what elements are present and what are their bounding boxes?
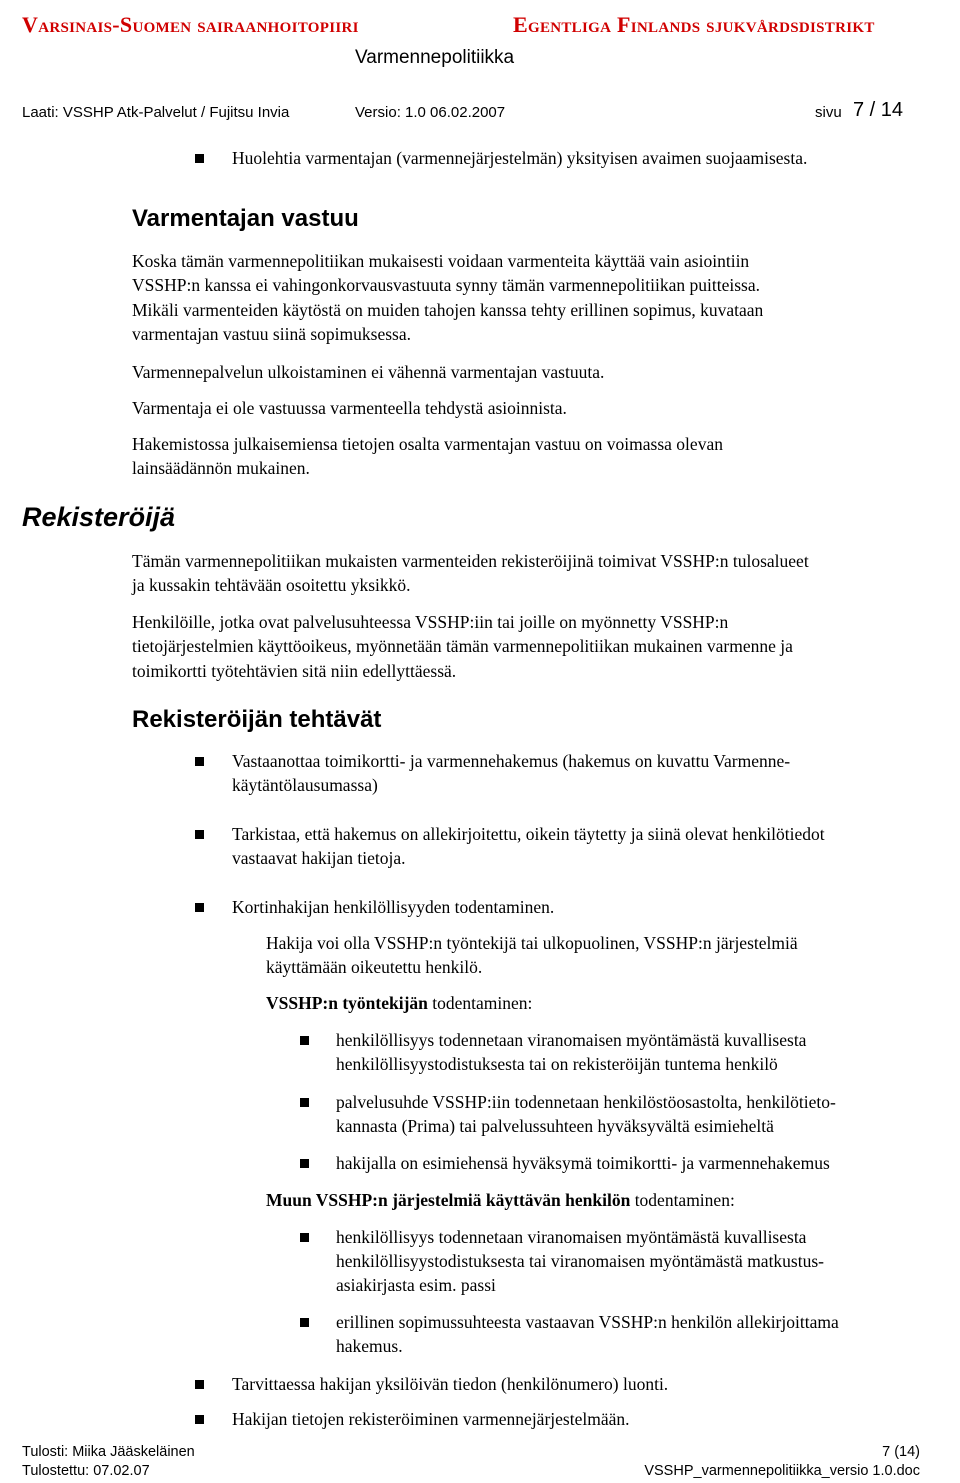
paragraph-line: varmentajan vastuu siinä sopimuksessa. (132, 324, 411, 344)
side-heading-rekisteroija: Rekisteröijä (22, 502, 176, 532)
paragraph-line: Henkilöille, jotka ovat palvelusuhteessa VSSHP:iin tai joille on myönnetty VSSHP:n (132, 612, 729, 632)
paragraph-line: VSSHP:n kanssa ei vahingonkorvausvastuuta synny tämän varmennepolitiikan puitteissa. (132, 275, 760, 295)
paragraph-line: Tämän varmennepolitiikan mukaisten varmenteiden rekisteröijinä toimivat VSSHP:n tulosalueet (132, 551, 809, 571)
bullet-marker (300, 1098, 309, 1107)
header-version: Versio: 1.0 06.02.2007 (355, 104, 506, 121)
list-item: Vastaanottaa toimikortti- ja varmennehakemus (hakemus on kuvattu Varmenne- (232, 751, 791, 771)
list-item: Hakijan tietojen rekisteröiminen varmennejärjestelmään. (232, 1409, 630, 1429)
list-item: Tarvittaessa hakijan yksilöivän tiedon (henkilönumero) luonti. (232, 1374, 669, 1394)
list-item-continuation: asiakirjasta esim. passi (336, 1275, 496, 1295)
subheading-rest: todentaminen: (427, 993, 533, 1013)
header-org-fi: Varsinais-Suomen sairaanhoitopiiri (22, 12, 359, 37)
paragraph-line: Koska tämän varmennepolitiikan mukaisesti voidaan varmenteita käyttää vain asiointiin (132, 251, 750, 271)
top-bullet-text: Huolehtia varmentajan (varmennejärjestelmän) yksityisen avaimen suojaamisesta. (232, 148, 808, 168)
heading-varmentajan-vastuu: Varmentajan vastuu (132, 205, 359, 232)
footer-printed-by: Tulosti: Miika Jääskeläinen (22, 1444, 195, 1460)
subheading-bold: VSSHP:n työntekijän (266, 993, 428, 1013)
bullet-marker (195, 903, 204, 912)
paragraph-line: lainsäädännön mukainen. (132, 458, 310, 478)
subheading-rest: todentaminen: (630, 1190, 735, 1210)
paragraph-line: Varmennepalvelun ulkoistaminen ei vähennä varmentajan vastuuta. (132, 362, 605, 382)
list-item: Tarkistaa, että hakemus on allekirjoitettu, oikein täytetty ja siinä olevat henkilötiedot (232, 824, 825, 844)
list-item: hakijalla on esimiehensä hyväksymä toimikortti- ja varmennehakemus (336, 1153, 830, 1173)
bullet-marker (195, 830, 204, 839)
list-item: henkilöllisyys todennetaan viranomaisen myöntämästä kuvallisesta (336, 1227, 807, 1247)
paragraph-line: Hakija voi olla VSSHP:n työntekijä tai ulkopuolinen, VSSHP:n järjestelmiä (266, 933, 798, 953)
header-org-sv: Egentliga Finlands sjukvårdsdistrikt (513, 12, 875, 37)
bullet-marker (300, 1159, 309, 1168)
list-item: palvelusuhde VSSHP:iin todennetaan henkilöstöosastolta, henkilötieto- (336, 1092, 836, 1112)
bullet-marker (195, 154, 204, 163)
list-item: henkilöllisyys todennetaan viranomaisen myöntämästä kuvallisesta (336, 1030, 807, 1050)
paragraph-line: käyttämään oikeutettu henkilö. (266, 957, 483, 977)
list-item-continuation: käytäntölausumassa) (232, 775, 378, 795)
header-page-number: 7 / 14 (853, 99, 904, 121)
list-item-continuation: henkilöllisyystodistuksesta tai on rekisteröijän tuntema henkilö (336, 1054, 778, 1074)
bullet-marker (300, 1036, 309, 1045)
list-item: Kortinhakijan henkilöllisyyden todentaminen. (232, 897, 555, 917)
header-doc-title: Varmennepolitiikka (355, 47, 515, 68)
subheading-bold: Muun VSSHP:n järjestelmiä käyttävän henkilön (266, 1190, 631, 1210)
subheading-other-verification (266, 1188, 735, 1212)
list-item: erillinen sopimussuhteesta vastaavan VSSHP:n henkilön allekirjoittama (336, 1312, 839, 1332)
bullet-marker (195, 757, 204, 766)
list-item-continuation: vastaavat hakijan tietoja. (232, 848, 406, 868)
bullet-marker (195, 1380, 204, 1389)
bullet-marker (300, 1318, 309, 1327)
list-item-continuation: henkilöllisyystodistuksesta tai viranomaisen myöntämästä matkustus- (336, 1251, 824, 1271)
paragraph-line: Mikäli varmenteiden käytöstä on muiden tahojen kanssa tehty erillinen sopimus, kuvataan (132, 300, 764, 320)
bullet-marker (195, 1415, 204, 1424)
footer-printed-on: Tulostettu: 07.02.07 (22, 1463, 150, 1479)
footer-page: 7 (14) (882, 1444, 920, 1460)
header-author: Laati: VSSHP Atk-Palvelut / Fujitsu Invia (22, 104, 290, 121)
bullet-marker (300, 1233, 309, 1242)
paragraph-line: ja kussakin tehtävään osoitettu yksikkö. (132, 575, 411, 595)
list-item-continuation: hakemus. (336, 1336, 403, 1356)
subheading-employee-verification (266, 991, 532, 1015)
paragraph-line: Varmentaja ei ole vastuussa varmenteella tehdystä asioinnista. (132, 398, 567, 418)
paragraph-line: Hakemistossa julkaisemiensa tietojen osalta varmentajan vastuu on voimassa olevan (132, 434, 723, 454)
header-page-word: sivu (815, 104, 842, 121)
heading-rekisteroijan-tehtavat: Rekisteröijän tehtävät (132, 706, 382, 733)
footer-filename: VSSHP_varmennepolitiikka_versio 1.0.doc (644, 1463, 920, 1479)
paragraph-line: toimikortti työtehtävien sitä niin edellyttäessä. (132, 661, 457, 681)
list-item-continuation: kannasta (Prima) tai palvelussuhteen hyväksyvältä esimieheltä (336, 1116, 774, 1136)
paragraph-line: tietojärjestelmien käyttöoikeus, myönnetään tämän varmennepolitiikan mukainen varmenne ja (132, 636, 793, 656)
